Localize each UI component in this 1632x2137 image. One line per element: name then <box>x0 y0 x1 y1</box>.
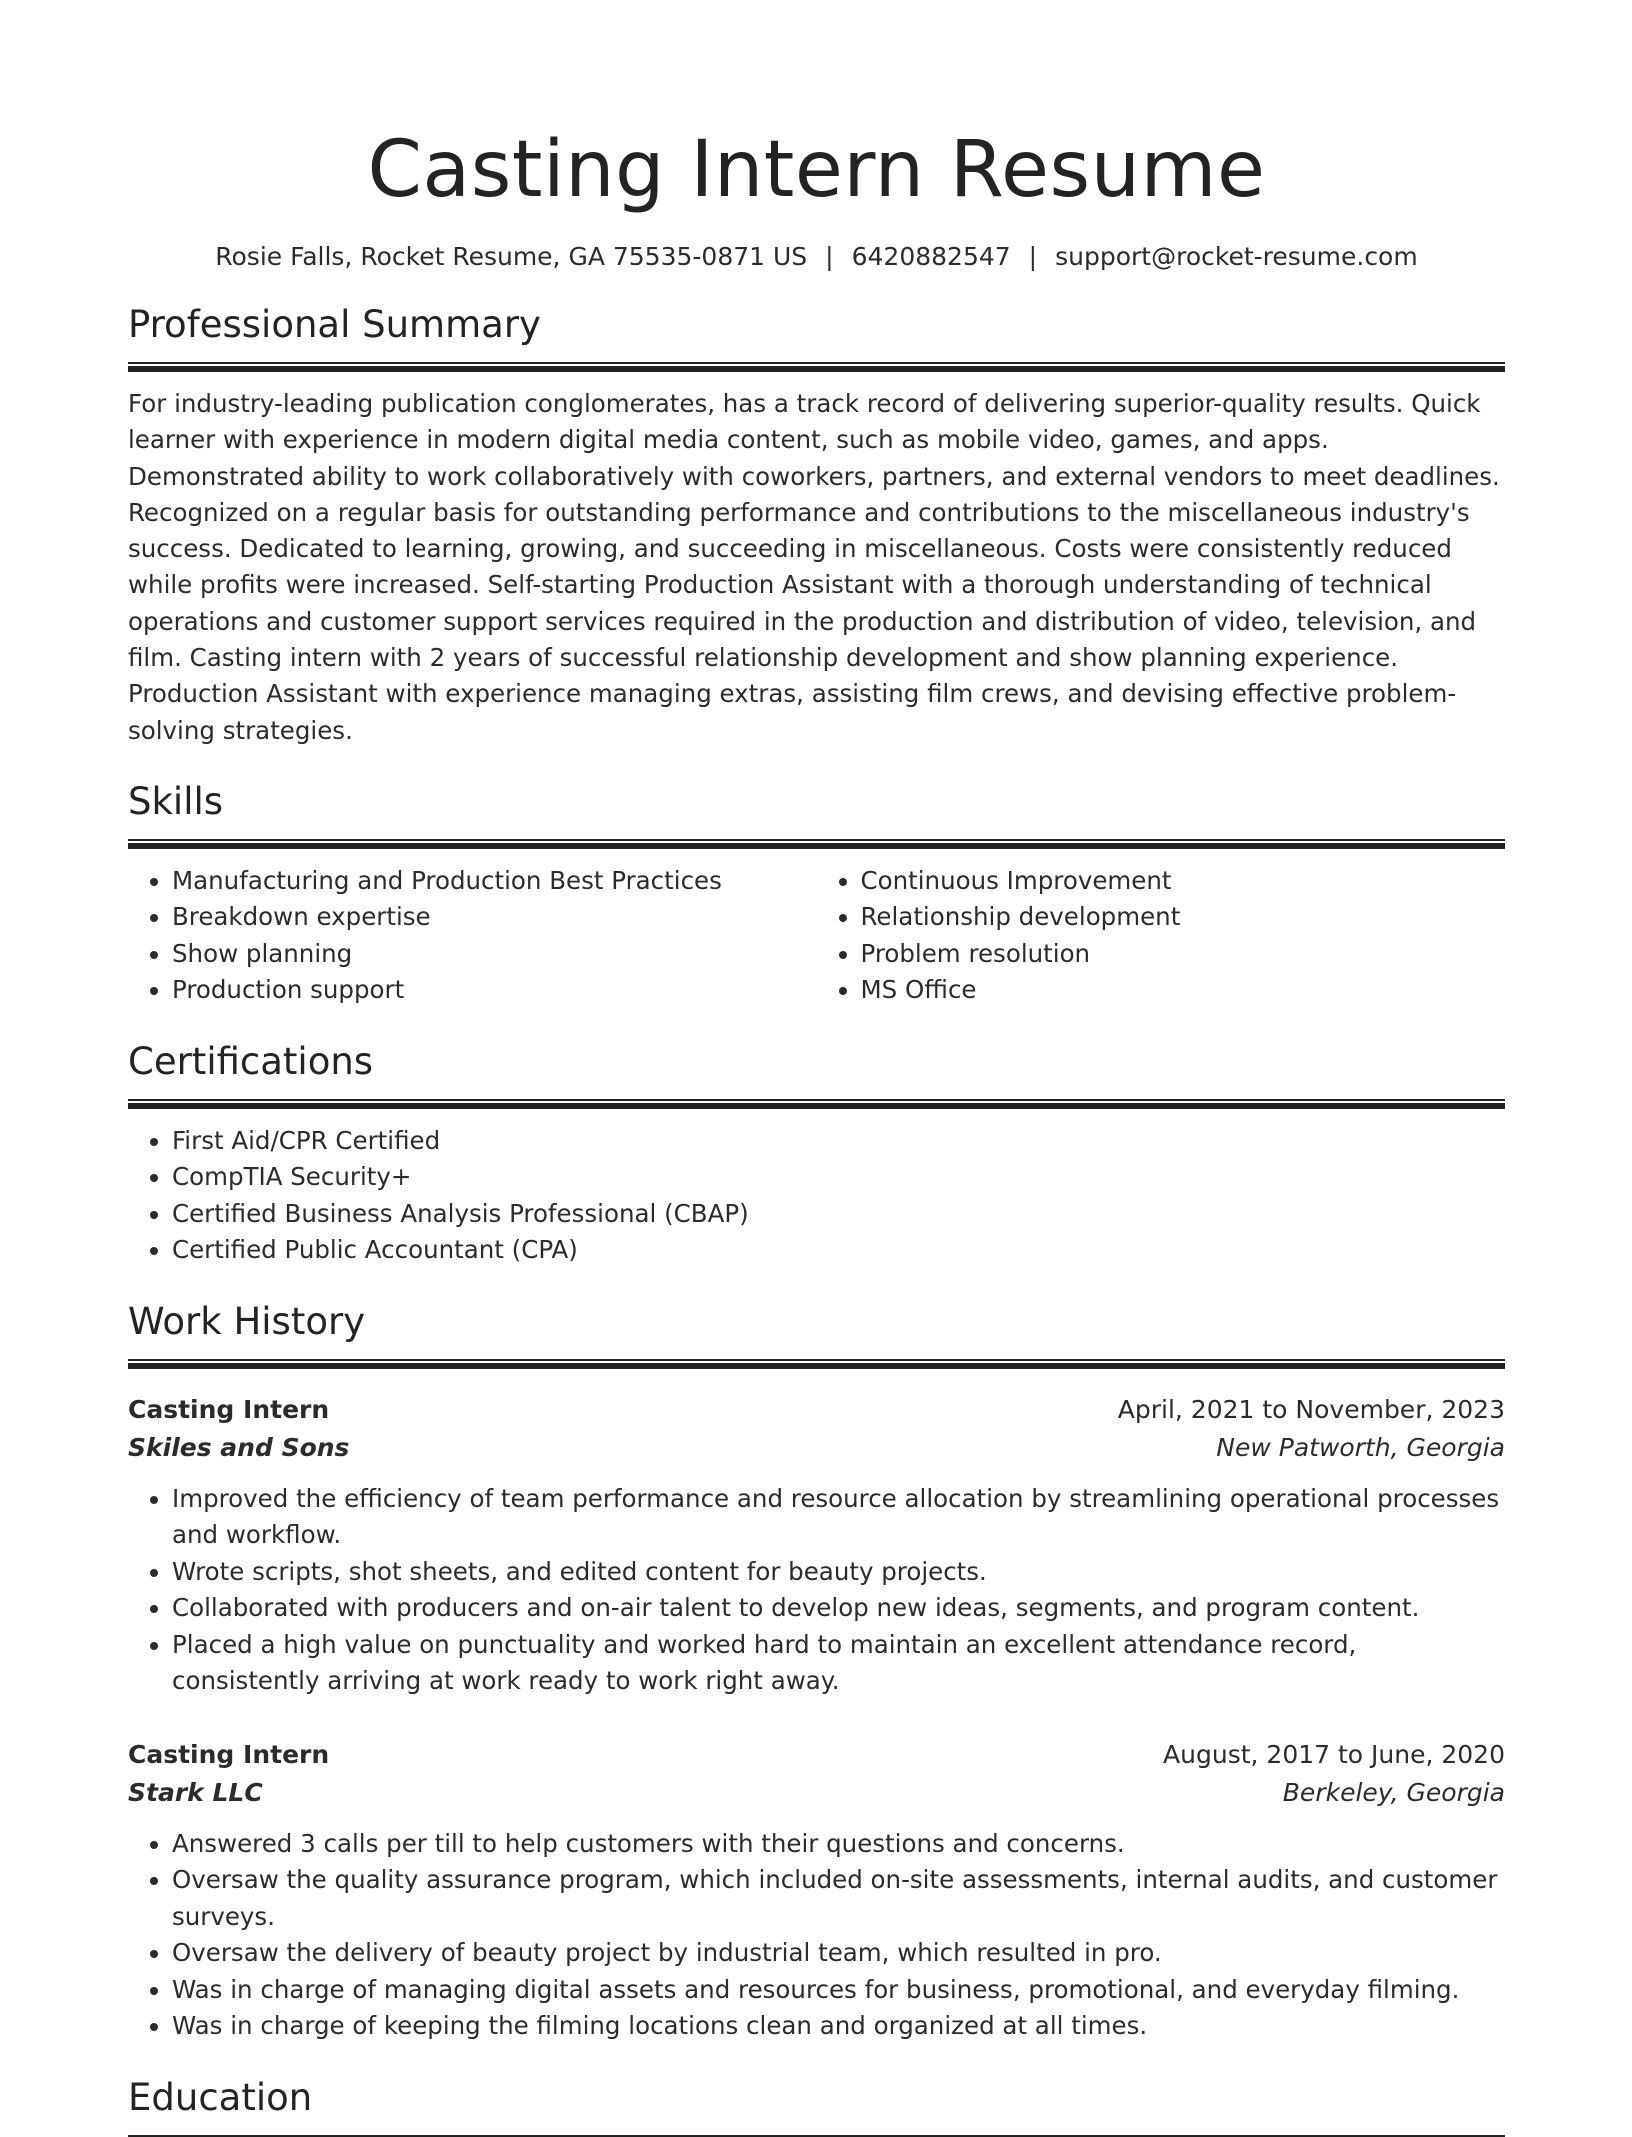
education-section <box>128 2075 1505 2137</box>
summary-section <box>128 302 1505 749</box>
list-item: • Manufacturing and Production Best Practices <box>172 863 817 900</box>
list-item: • First Aid/CPR Certified <box>172 1123 1505 1160</box>
list-item: • Show planning <box>172 936 817 973</box>
contact-phone: 6420882547 <box>851 242 1011 271</box>
job-title: Casting Intern <box>128 1739 330 1769</box>
list-item: • MS Office <box>861 972 1506 1009</box>
summary-heading: Professional Summary <box>128 303 541 346</box>
list-item: • Was in charge of managing digital assets and resources for business, promotional, and everyday filming. <box>172 1972 1505 2009</box>
skills-grid <box>128 863 1505 1009</box>
skills-list-right <box>817 863 1506 1009</box>
list-item: • Production support <box>172 972 817 1009</box>
job-duties-list <box>128 1826 1505 2045</box>
contact-line <box>128 240 1505 274</box>
job-header-row <box>128 1391 1505 1429</box>
list-item: • Oversaw the quality assurance program, which included on-site assessments, internal audits, and customer surveys. <box>172 1862 1505 1935</box>
job-dates: August, 2017 to June, 2020 <box>1163 1739 1505 1769</box>
job-company: Skiles and Sons <box>128 1432 350 1462</box>
section-divider <box>128 1359 1505 1369</box>
contact-email: support@rocket-resume.com <box>1055 242 1418 271</box>
certifications-section <box>128 1039 1505 1269</box>
job-title: Casting Intern <box>128 1394 330 1424</box>
skills-list-left <box>128 863 817 1009</box>
skills-section <box>128 779 1505 1009</box>
job-entry <box>128 1391 1505 1700</box>
section-divider <box>128 362 1505 372</box>
list-item: • Oversaw the delivery of beauty project by industrial team, which resulted in pro. <box>172 1935 1505 1972</box>
work-history-section <box>128 1299 1505 2045</box>
job-location: New Patworth, Georgia <box>1216 1432 1505 1462</box>
contact-separator: | <box>825 242 834 271</box>
list-item: • Continuous Improvement <box>861 863 1506 900</box>
certifications-list <box>128 1123 1505 1269</box>
summary-text: For industry-leading publication conglomerates, has a track record of delivering superior-quality results. Quick learner with experience in modern digital media content, such as mobile video, games, and apps. Demonstrated ability to work collaboratively with coworkers, partners, and external vendors to meet deadlines. Recognized on a regular basis for outstanding performance and contributions to the miscellaneous industry's success. Dedicated to learning, growing, and succeeding in miscellaneous. Costs were consistently reduced while profits were increased. Self-starting Production Assistant with a thorough understanding of technical operations and customer support services required in the production and distribution of video, television, and film. Casting intern with 2 years of successful relationship development and show planning experience. Production Assistant with experience managing extras, assisting film crews, and devising effective problem-solving strategies. <box>128 389 1500 745</box>
list-item: • Certified Public Accountant (CPA) <box>172 1232 1505 1269</box>
job-header-row <box>128 1736 1505 1774</box>
certifications-heading: Certifications <box>128 1039 374 1083</box>
list-item: • CompTIA Security+ <box>172 1159 1505 1196</box>
contact-address: Rosie Falls, Rocket Resume, GA 75535-0871 US <box>215 242 808 271</box>
job-entry <box>128 1736 1505 2045</box>
list-item: • Collaborated with producers and on-air talent to develop new ideas, segments, and program content. <box>172 1590 1505 1627</box>
job-location: Berkeley, Georgia <box>1282 1777 1505 1807</box>
list-item: • Improved the efficiency of team performance and resource allocation by streamlining operational processes and workflow. <box>172 1481 1505 1554</box>
list-item: • Problem resolution <box>861 936 1506 973</box>
skills-heading: Skills <box>128 779 224 823</box>
work-history-heading: Work History <box>128 1299 366 1343</box>
list-item: • Relationship development <box>861 899 1506 936</box>
job-company-row <box>128 1774 1505 1812</box>
list-item: • Was in charge of keeping the filming locations clean and organized at all times. <box>172 2008 1505 2045</box>
section-divider <box>128 1099 1505 1109</box>
list-item: • Breakdown expertise <box>172 899 817 936</box>
list-item: • Wrote scripts, shot sheets, and edited content for beauty projects. <box>172 1554 1505 1591</box>
education-heading: Education <box>128 2075 313 2119</box>
job-company-row <box>128 1429 1505 1467</box>
list-item: • Answered 3 calls per till to help customers with their questions and concerns. <box>172 1826 1505 1863</box>
contact-separator: | <box>1028 242 1038 271</box>
section-divider <box>128 839 1505 849</box>
resume-title: Casting Intern Resume <box>367 125 1266 215</box>
job-duties-list <box>128 1481 1505 1700</box>
job-company: Stark LLC <box>128 1777 263 1807</box>
job-dates: April, 2021 to November, 2023 <box>1117 1394 1505 1424</box>
list-item: • Placed a high value on punctuality and worked hard to maintain an excellent attendance record, consistently arriving at work ready to work right away. <box>172 1627 1505 1700</box>
list-item: • Certified Business Analysis Professional (CBAP) <box>172 1196 1505 1233</box>
